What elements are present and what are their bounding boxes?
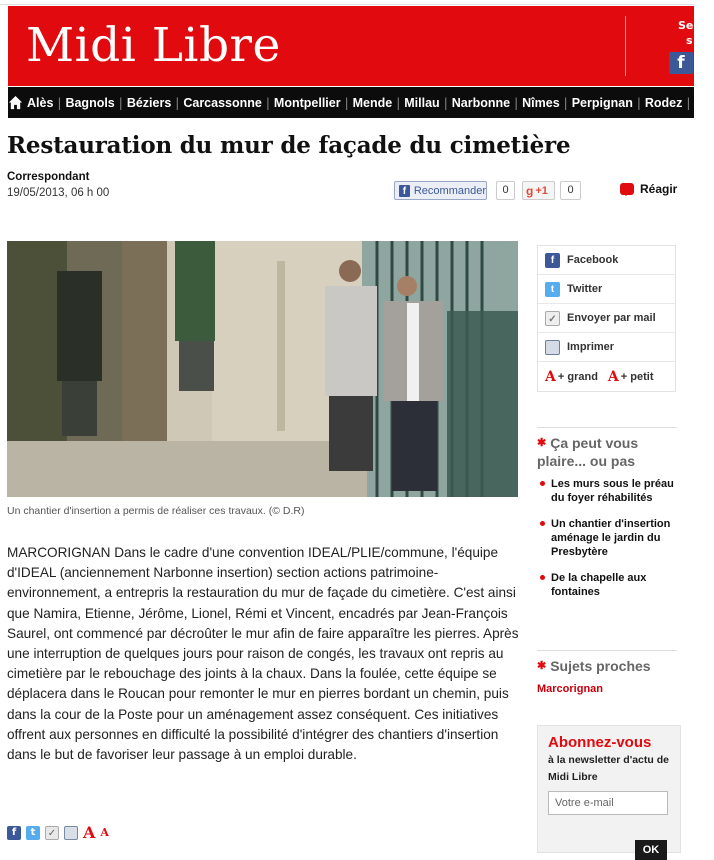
article-title: Restauration du mur de façade du cimetière	[7, 132, 571, 159]
nav-item[interactable]: Sè	[694, 95, 710, 110]
nav-item[interactable]: Rodez	[644, 95, 683, 110]
react-button[interactable]	[620, 182, 677, 196]
font-increase-label[interactable]: + grand	[557, 370, 598, 383]
nav-separator: |	[57, 95, 62, 110]
facebook-icon: f	[545, 253, 560, 268]
article-body: MARCORIGNAN Dans le cadre d'une convention IDEAL/PLIE/commune, l'équipe d'IDEAL (anciennement Narbonne insertion) section actions patrimoine-environnement, a entrepris la restauration du mur de façade du cimetière. C'est ainsi que Namira, Etienne, Jérôme, Lionel, Rémi et Vincent, encadrés par Jean-François Saurel, ont commencé par décroûter le mur afin de faire apparaître les pierres. Après une interruption de quelques jours pour raison de congés, les travaux ont repris au cimetière par le rebouchage des joints à la chaux. Dans la foulée, cette équipe se déplacera dans le Roucan pour remonter le mur en pierres bordant un chemin, puis dans la cour de la Poste pour un aménagement assez conséquent. Ces initiatives offrent aux personnes en difficulté la possibilité d'intégrer des chantiers d'insertion dans le but de favoriser leur passage à un emploi durable.	[7, 545, 519, 763]
subject-tag[interactable]: Marcorignan	[537, 683, 604, 695]
top-strip	[0, 0, 694, 5]
article-date: 19/05/2013, 06 h 00	[7, 187, 110, 199]
related-heading-text: Ça peut vous plaire... ou pas	[537, 435, 639, 469]
share-box	[537, 245, 676, 392]
subjects-heading	[537, 650, 677, 675]
nav-separator: |	[118, 95, 123, 110]
nav-item[interactable]: Bagnols	[65, 95, 115, 110]
font-decrease-icon[interactable]: A	[607, 368, 619, 385]
nav-item[interactable]: Mende	[352, 95, 393, 110]
article-photo	[7, 241, 518, 497]
related-item[interactable]: De la chapelle aux fontaines	[537, 571, 677, 599]
comment-icon	[620, 183, 634, 195]
share-email[interactable]	[538, 304, 675, 333]
email-icon: ✓	[545, 311, 560, 326]
nav-separator: |	[514, 95, 519, 110]
nav-item[interactable]: Carcassonne	[183, 95, 262, 110]
nav-separator: |	[396, 95, 401, 110]
header-side-line2: s	[686, 34, 693, 47]
newsletter-title: Abonnez-vous	[548, 734, 652, 751]
nav-separator: |	[265, 95, 270, 110]
google-icon: g	[526, 183, 534, 198]
newsletter-box	[537, 725, 681, 856]
nav-item[interactable]: Alès	[27, 95, 54, 110]
font-decrease-icon[interactable]: A	[100, 826, 109, 839]
photo-caption: Un chantier d'insertion a permis de réaliser ces travaux. (© D.R)	[7, 505, 305, 517]
article-author: Correspondant	[7, 171, 90, 183]
google-plus-button[interactable]	[522, 181, 555, 200]
newsletter-text: à la newsletter d'actu de	[548, 754, 669, 766]
facebook-icon[interactable]: f	[7, 826, 21, 840]
share-facebook[interactable]	[538, 246, 675, 275]
nav-item[interactable]: Montpellier	[273, 95, 341, 110]
related-item[interactable]: Un chantier d'insertion aménage le jardin du Presbytère	[537, 517, 677, 559]
site-header	[8, 6, 694, 86]
print-icon[interactable]	[64, 826, 78, 840]
facebook-recommend-button[interactable]	[394, 181, 487, 200]
nav-separator: |	[344, 95, 349, 110]
asterisk-icon: ✱	[537, 437, 547, 449]
subjects-heading-text: Sujets proches	[550, 658, 651, 674]
main-nav	[8, 87, 710, 118]
share-twitter[interactable]	[538, 275, 675, 304]
home-icon[interactable]	[8, 87, 23, 118]
font-decrease-label[interactable]: + petit	[620, 370, 654, 383]
print-icon	[545, 340, 560, 355]
nav-separator: |	[175, 95, 180, 110]
newsletter-ok-button[interactable]: OK	[635, 840, 667, 860]
share-print-label: Imprimer	[567, 341, 615, 353]
related-heading	[537, 427, 677, 470]
asterisk-icon: ✱	[537, 660, 547, 672]
twitter-icon[interactable]: t	[26, 826, 40, 840]
twitter-icon: t	[545, 282, 560, 297]
google-plus-count: 0	[560, 181, 581, 200]
related-item[interactable]: Les murs sous le préau du foyer réhabilités	[537, 477, 677, 505]
nav-item[interactable]: Béziers	[126, 95, 172, 110]
facebook-icon[interactable]: f	[669, 52, 693, 74]
nav-separator: |	[563, 95, 568, 110]
share-facebook-label: Facebook	[567, 254, 619, 266]
facebook-icon: f	[399, 185, 410, 197]
nav-item[interactable]: Nîmes	[522, 95, 560, 110]
nav-separator: |	[686, 95, 691, 110]
font-increase-icon[interactable]: A	[545, 368, 556, 385]
header-divider	[625, 16, 626, 76]
font-increase-icon[interactable]: A	[83, 823, 96, 842]
newsletter-email-input[interactable]: Votre e-mail	[548, 791, 668, 815]
email-icon[interactable]: ✓	[45, 826, 59, 840]
newsletter-brand: Midi Libre	[548, 771, 598, 783]
share-twitter-label: Twitter	[567, 283, 603, 295]
facebook-count: 0	[496, 181, 515, 200]
header-side-text	[678, 18, 693, 48]
share-print[interactable]	[538, 333, 675, 362]
nav-separator: |	[636, 95, 641, 110]
header-side-line1: Se	[678, 19, 694, 32]
bottom-share-bar	[7, 823, 109, 842]
nav-item[interactable]: Millau	[404, 95, 440, 110]
site-logo[interactable]: Midi Libre	[26, 18, 281, 73]
facebook-recommend-label: Recommander	[413, 184, 486, 197]
nav-item[interactable]: Narbonne	[451, 95, 511, 110]
font-size-controls	[538, 362, 675, 391]
related-list	[537, 477, 677, 611]
share-email-label: Envoyer par mail	[567, 312, 656, 324]
nav-separator: |	[443, 95, 448, 110]
nav-item[interactable]: Perpignan	[571, 95, 633, 110]
react-label: Réagir	[640, 182, 678, 196]
google-plus-label: +1	[535, 184, 548, 197]
